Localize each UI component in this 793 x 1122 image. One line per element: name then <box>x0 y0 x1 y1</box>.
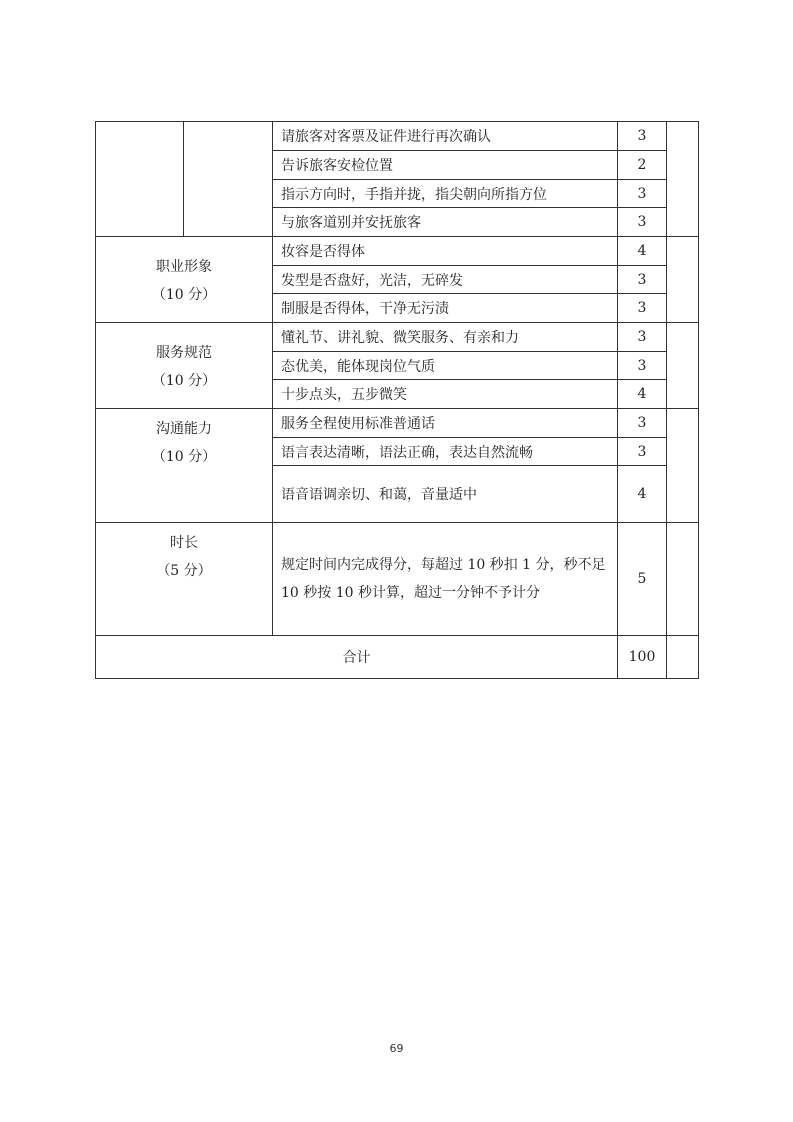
actual-score-cell <box>667 523 699 636</box>
total-score: 100 <box>618 636 667 679</box>
criterion-score: 3 <box>618 266 667 294</box>
actual-total-cell <box>667 636 699 679</box>
category-cell <box>96 237 273 323</box>
criterion-text: 妆容是否得体 <box>273 237 618 266</box>
criterion-score: 4 <box>618 380 667 409</box>
criterion-text: 语言表达清晰，语法正确，表达自然流畅 <box>273 438 618 466</box>
table-row <box>96 323 699 352</box>
category-cell <box>96 323 273 409</box>
table-row <box>96 523 699 636</box>
criterion-text: 服务全程使用标准普通话 <box>273 409 618 438</box>
category-cell <box>96 409 273 523</box>
criterion-text: 请旅客对客票及证件进行再次确认 <box>273 122 618 151</box>
criterion-text: 与旅客道别并安抚旅客 <box>273 208 618 237</box>
subcategory-cell-continued <box>184 122 273 237</box>
criterion-text: 规定时间内完成得分，每超过 10 秒扣 1 分，秒不足 10 秒按 10 秒计算，超过一分钟不予计分 <box>273 523 618 636</box>
category-points: （10 分） <box>151 372 217 389</box>
criterion-score: 2 <box>618 151 667 180</box>
criterion-score: 3 <box>618 323 667 352</box>
criterion-text: 制服是否得体，干净无污渍 <box>273 294 618 323</box>
actual-score-cell <box>667 409 699 523</box>
category-name: 服务规范 <box>156 344 212 361</box>
criterion-text: 语音语调亲切、和蔼，音量适中 <box>273 466 618 523</box>
criterion-score: 3 <box>618 352 667 380</box>
criterion-text: 十步点头，五步微笑 <box>273 380 618 409</box>
criterion-score: 4 <box>618 466 667 523</box>
criterion-score: 5 <box>618 523 667 636</box>
table-row <box>96 122 699 151</box>
criterion-text: 懂礼节、讲礼貌、微笑服务、有亲和力 <box>273 323 618 352</box>
actual-score-cell <box>667 122 699 237</box>
category-name: 沟通能力 <box>156 421 212 437</box>
page-number: 69 <box>389 1042 404 1055</box>
category-name: 职业形象 <box>156 258 212 275</box>
criterion-score: 3 <box>618 208 667 237</box>
criterion-text: 发型是否盘好，光洁，无碎发 <box>273 266 618 294</box>
category-name: 时长 <box>170 535 198 551</box>
category-points: （10 分） <box>151 449 217 465</box>
criterion-score: 3 <box>618 122 667 151</box>
criterion-score: 4 <box>618 237 667 266</box>
category-cell-continued <box>96 122 184 237</box>
table-row <box>96 409 699 438</box>
total-label: 合计 <box>96 636 618 679</box>
category-cell <box>96 523 273 636</box>
table-row <box>96 237 699 266</box>
actual-score-cell <box>667 237 699 323</box>
criterion-text: 指示方向时，手指并拢，指尖朝向所指方位 <box>273 180 618 208</box>
total-row <box>96 636 699 679</box>
actual-score-cell <box>667 323 699 409</box>
category-points: （5 分） <box>156 563 212 579</box>
criterion-score: 3 <box>618 180 667 208</box>
criterion-text: 态优美，能体现岗位气质 <box>273 352 618 380</box>
scoring-table <box>95 121 699 679</box>
criterion-text: 告诉旅客安检位置 <box>273 151 618 180</box>
category-points: （10 分） <box>151 286 217 303</box>
criterion-score: 3 <box>618 438 667 466</box>
criterion-score: 3 <box>618 409 667 438</box>
criterion-score: 3 <box>618 294 667 323</box>
